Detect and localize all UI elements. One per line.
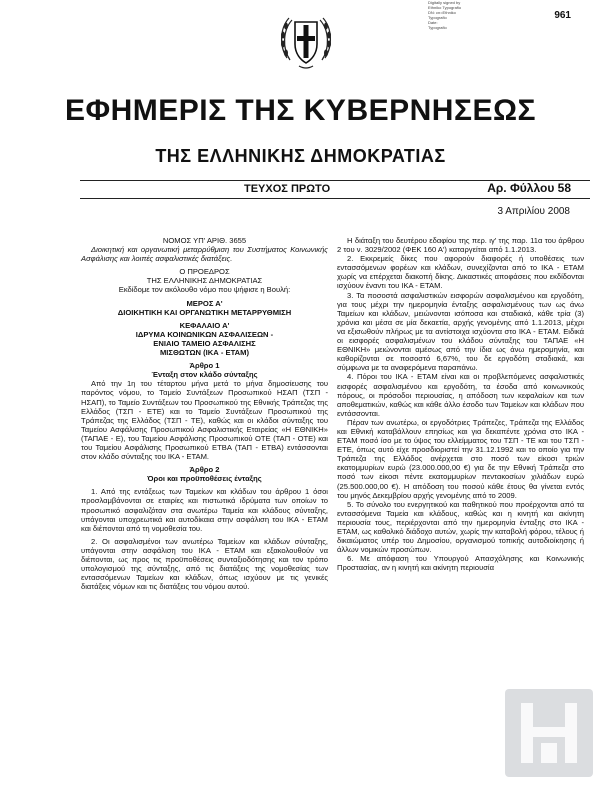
paragraph: 4. Πόροι του ΙΚΑ - ΕΤΑΜ είναι και οι προβλεπόμενες ασφαλιστικές εισφορές ασφαλισμένου και εργοδότη, τα έσοδα από κοινωνικούς πόρους, οι πρόσοδοι περιουσίας, η απόδοση των κεφαλαίων και των αποθεματικών, καθώς και κάθε άλλο έσοδο των Ταμείων και κλάδων που εντάσσονται.: [337, 372, 584, 418]
stamp-line: Typografio: [428, 15, 447, 20]
paragraph: ΤΗΣ ΕΛΛΗΝΙΚΗΣ ΔΗΜΟΚΡΑΤΙΑΣ: [146, 276, 263, 286]
gazette-subtitle: ΤΗΣ ΕΛΛΗΝΙΚΗΣ ΔΗΜΟΚΡΑΤΙΑΣ: [155, 146, 446, 166]
paragraph: 1. Από της εντάξεως των Ταμείων και κλάδων του άρθρου 1 όσοι προσλαμβάνονται σε εταιρίες και πιστωτικά ιδρύματα των οποίων το προσωπικό ασφαλιζόταν στα ανωτέρω Ταμεία και κλάδους σύνταξης, υπάγονται υποχρεωτικά και αυτοδίκαια στην ασφάλιση του ΙΚΑ - ΕΤΑΜ και διέπονται από τη νομοθεσία του.: [81, 487, 328, 533]
paragraph: 6. Με απόφαση του Υπουργού Απασχόλησης και Κοινωνικής Προστασίας, αν η κινητή και ακίνητη περιουσία: [337, 554, 584, 573]
stamp-line: Date:: [428, 20, 438, 25]
paragraph: Ο ΠΡΟΕΔΡΟΣ: [179, 267, 230, 277]
stamp-line: Digitally signed by: [428, 0, 461, 5]
paragraph: 5. Το σύνολο του ενεργητικού και παθητικού που προέρχονται από τα εντασσόμενα Ταμεία και κλάδους, καθώς και η κινητή και ακίνητη περιουσία τους, περιέρχονται από την ημερομηνία ένταξης στο ΙΚΑ - ΕΤΑΜ, ως καθολικό διάδοχο αυτών, χωρίς την καταβολή φόρου, τέλους ή δικαιώματος υπέρ του Δημοσίου, οργανισμού τοπικής αυτοδιοίκησης ή άλλων νομικών προσώπων.: [337, 499, 584, 555]
paragraph: ΝΟΜΟΣ ΥΠ' ΑΡΙΘ. 3655: [162, 236, 247, 245]
paragraph: ΜΕΡΟΣ Α': [186, 298, 223, 308]
paragraph: Διοικητική και οργανωτική μεταρρύθμιση του Συστήματος Κοινωνικής Ασφάλισης και λοιπές ασφαλιστικές διατάξεις.: [81, 245, 328, 264]
paragraph: ΔΙΟΙΚΗΤΙΚΗ ΚΑΙ ΟΡΓΑΝΩΤΙΚΗ ΜΕΤΑΡΡΥΘΜΙΣΗ: [117, 307, 292, 317]
stamp-line: Typografio: [428, 25, 447, 30]
watermark-logo-icon: [501, 685, 597, 781]
page-number: 961: [554, 10, 571, 21]
paragraph: ΚΕΦΑΛΑΙΟ Α': [179, 320, 230, 330]
paragraph: 3. Τα ποσοστά ασφαλιστικών εισφορών ασφαλισμένου και εργοδότη, για τους μέχρι την ημερομηνία ένταξης ασφαλισμένους των ως άνω Ταμείων και κλάδων, μειώνονται ισόποσα και σταδιακά, κάθε τρία (3) χρόνια και μέσα σε μία δεκαετία, αρχής γενομένης από 1.1.2013, μέχρι να εξισωθούν πλήρως με τα αντίστοιχα ισχύοντα στο ΙΚΑ - ΕΤΑΜ. Ειδικά οι εισφορές ασφαλισμένων του κλάδου σύνταξης του ΤΑΠΑΕ «Η ΕΘΝΙΚΗ» μειώνονται αμέσως από την ίδια ως άνω ημερομηνία, και καθορίζονται σε ποσοστό 6,67%, του δε εργοδότη σταδιακά, και σύμφωνα με τα αναφερόμενα παραπάνω.: [337, 290, 584, 373]
issue-date: 3 Απριλίου 2008: [497, 206, 570, 217]
paragraph: ΕΝΙΑΙΟ ΤΑΜΕΙΟ ΑΣΦΑΛΙΣΗΣ: [153, 338, 256, 348]
sheet-number: Αρ. Φύλλου 58: [487, 181, 571, 195]
paragraph: ΜΙΣΘΩΤΩΝ (ΙΚΑ - ΕΤΑΜ): [159, 348, 249, 358]
stamp-line: DN: cn=Ethniko: [428, 10, 456, 15]
paragraph: 2. Οι ασφαλισμένοι των ανωτέρω Ταμείων και κλάδων σύνταξης, υπάγονται στην ασφάλιση του ΙΚΑ - ΕΤΑΜ και εξακολουθούν να διέπονται, ως προς τις προϋποθέσεις συνταξιοδότησης και τον τρόπο υπολογισμού της σύνταξης, από τις διατάξεις της νομοθεσίας των εντασσόμενων Ταμείων και κλάδων, όπως ισχύουν με τις γενικές διατάξεις νόμων και τις διατάξεις του νόμου αυτού.: [81, 536, 328, 592]
paragraph: Η διάταξη του δευτέρου εδαφίου της περ. ιγ' της παρ. 11α του άρθρου 2 του ν. 3029/2002 (ΦΕΚ 160 Α') καταργείται από 1.1.2013.: [337, 236, 584, 255]
paragraph: Άρθρο 2: [189, 465, 220, 475]
stamp-line: Ethniko Typografio: [428, 5, 462, 10]
digital-signature-stamp: [428, 0, 490, 30]
right-text-column: [337, 236, 584, 572]
left-text-column: [81, 236, 328, 591]
coat-of-arms-icon: [277, 8, 335, 72]
paragraph: Άρθρο 1: [189, 361, 220, 371]
gazette-title: ΕΦΗΜΕΡΙΣ ΤΗΣ ΚΥΒΕΡΝΗΣΕΩΣ: [64, 94, 537, 127]
paragraph: 2. Εκκρεμείς δίκες που αφορούν διαφορές ή υποθέσεις των εντασσόμενων φορέων και κλάδων, συνεχίζονται από το ΙΚΑ - ΕΤΑΜ χωρίς να επέρχεται διακοπή δίκης. Δικαστικές αποφάσεις που εκδίδονται ισχύουν έναντι του ΙΚΑ - ΕΤΑΜ.: [337, 254, 584, 291]
issue-type: ΤΕΥΧΟΣ ΠΡΩΤΟ: [244, 183, 331, 195]
paragraph: Πέραν των ανωτέρω, οι εργοδότριες Τράπεζες, Τράπεζα της Ελλάδος και Εθνική καταβάλλουν επησίως και για δεκαπέντε χρόνια στο ΙΚΑ - ΕΤΑΜ ποσό ίσο με το ύψος του ελλείμματος του ΤΣΠ - ΤΕ και του ΤΣΠ - ΕΤΕ, όπως αυτό είχε προσδιοριστεί την 31.12.1992 και το οποίο για την Τράπεζα της Ελλάδος ανέρχεται στο ποσό των είκοσι τριών εκατομμυρίων ευρώ (23.000.000,00 €) για δε την Εθνική Τράπεζα στο ποσό των είκοσι πέντε εκατομμυρίων πεντακοσίων χιλιάδων ευρώ (25.500.000,00 €). Η απόδοση του ποσού κάθε έτους θα γίνεται εντός του μηνός Δεκεμβρίου αρχής γενομένης από το 2009.: [337, 417, 584, 500]
paragraph: Από την 1η του τέταρτου μήνα μετά το μήνα δημοσίευσης του παρόντος νόμου, το Ταμείο Συντάξεων Προσωπικού ΗΣΑΠ (ΤΣΠ - ΗΣΑΠ), το Ταμείο Συντάξεων του Προσωπικού της Εθνικής Τράπεζας της Ελλάδος (ΤΣΠ - ΕΤΕ) και το Ταμείο Συντάξεων Προσωπικού της Τράπεζας της Ελλάδος (ΤΣΠ - ΤΕ), καθώς και οι κλάδοι σύνταξης του Ταμείου Ασφάλισης Προσωπικού Ασφαλιστικής Εταιρείας «Η ΕΘΝΙΚΗ» (ΤΑΠΑΕ - Ε), του Ταμείου Ασφάλισης Προσωπικού ΟΤΕ (ΤΑΠ - ΟΤΕ) και του Ταμείου Ασφάλισης Προσωπικού ΕΤΒΑ (ΤΑΠ - ΕΤΒΑ) εντάσσονται στον κλάδο σύνταξης του ΙΚΑ - ΕΤΑΜ.: [81, 379, 328, 462]
paragraph: ΙΔΡΥΜΑ ΚΟΙΝΩΝΙΚΩΝ ΑΣΦΑΛΙΣΕΩΝ -: [135, 329, 274, 339]
header-rule: [80, 198, 590, 199]
paragraph: Όροι και προϋποθέσεις ένταξης: [147, 474, 262, 484]
paragraph: Ένταξη στον κλάδο σύνταξης: [151, 370, 258, 380]
paragraph: Εκδίδομε τον ακόλουθο νόμο που ψήφισε η Βουλή:: [118, 285, 291, 295]
